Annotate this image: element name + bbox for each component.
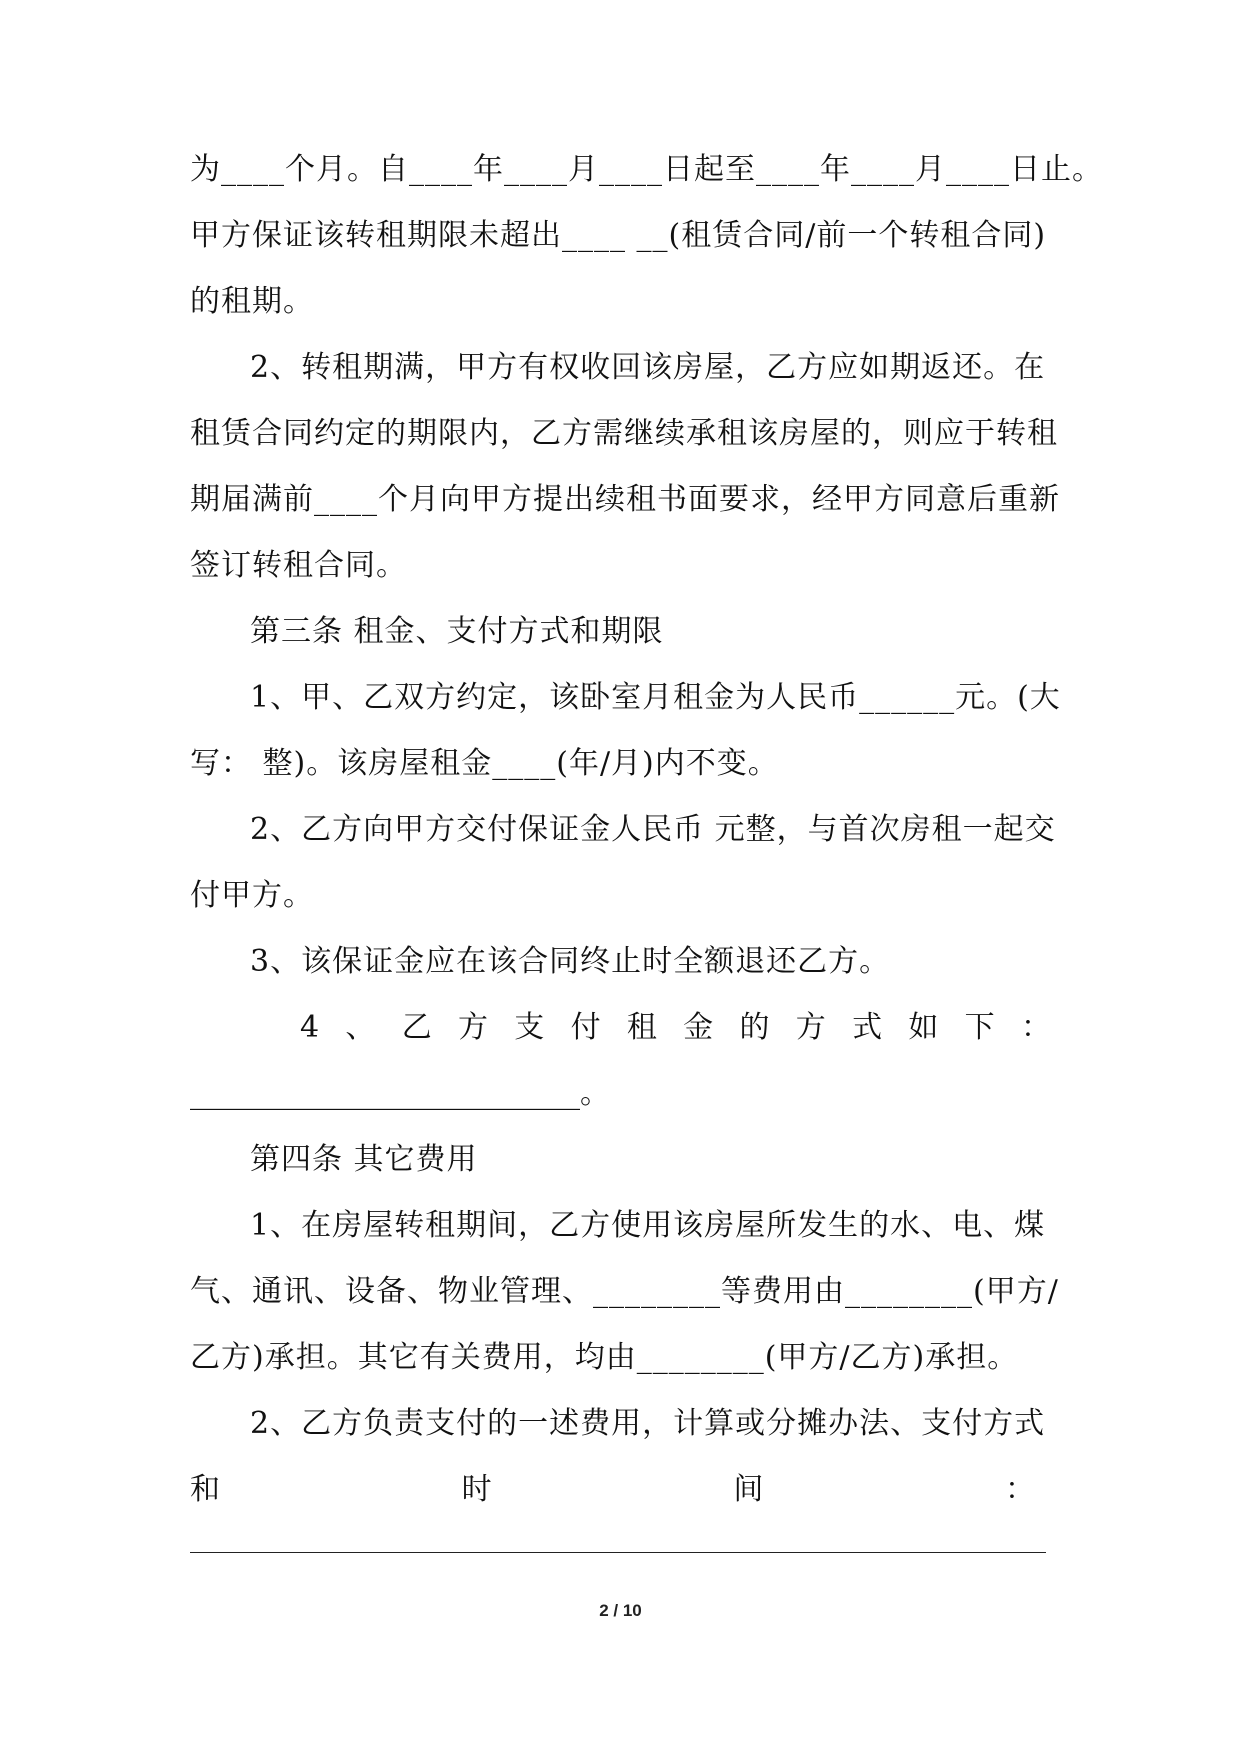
char: 方 [795, 1010, 827, 1045]
char: 如 [908, 1010, 940, 1045]
char: 方 [457, 1010, 489, 1045]
article-3-item-1-a: 1、甲、乙双方约定，该卧室月租金为人民币______元。(大 [250, 680, 1061, 715]
clause-2-2: 租赁合同约定的期限内，乙方需继续承租该房屋的，则应于转租 [190, 416, 1058, 451]
char: 间 [733, 1472, 765, 1507]
char: 、 [345, 1010, 377, 1045]
article-3-item-2-b: 付甲方。 [190, 878, 314, 913]
char: 金 [683, 1010, 715, 1045]
char: 的 [739, 1010, 771, 1045]
clause-2-4: 签订转租合同。 [190, 548, 407, 583]
article-4-item-2-a: 2、乙方负责支付的一述费用，计算或分摊办法、支付方式 [250, 1406, 1046, 1441]
char: 和 [190, 1472, 221, 1507]
char: 4 [300, 1010, 321, 1045]
char: 乙 [401, 1010, 433, 1045]
clause-2-1: 2、转租期满，甲方有权收回该房屋，乙方应如期返还。在 [250, 350, 1046, 385]
char: 时 [461, 1472, 493, 1507]
char: ： [1004, 1472, 1036, 1507]
article-3-item-1-b: 写： 整)。该房屋租金____(年/月)内不变。 [190, 746, 779, 781]
page-number: 2 / 10 [599, 1601, 642, 1620]
text-line-guarantee: 甲方保证该转租期限未超出____ __(租赁合同/前一个转租合同) [190, 218, 1047, 253]
clause-2-3: 期届满前____个月向甲方提出续租书面要求，经甲方同意后重新 [190, 482, 1060, 517]
article-4-item-1-a: 1、在房屋转租期间，乙方使用该房屋所发生的水、电、煤 [250, 1208, 1046, 1243]
char: 式 [852, 1010, 884, 1045]
text-line-period: 为____个月。自____年____月____日起至____年____月____日止。 [190, 152, 1103, 187]
article-3-heading: 第三条 租金、支付方式和期限 [250, 614, 664, 649]
article-3-item-4-b: __________________________。 [190, 1076, 610, 1111]
char: 租 [626, 1010, 658, 1045]
fill-in-blank-line [190, 1552, 1046, 1553]
article-4-item-1-c: 乙方)承担。其它有关费用，均由________(甲方/乙方)承担。 [190, 1340, 1019, 1375]
article-3-item-3: 3、该保证金应在该合同终止时全额退还乙方。 [250, 944, 891, 979]
char: 支 [514, 1010, 546, 1045]
article-3-item-2-a: 2、乙方向甲方交付保证金人民币 元整，与首次房租一起交 [250, 812, 1056, 847]
article-4-item-2-b [190, 1470, 1036, 1510]
char: ： [1020, 1010, 1052, 1045]
text-line-lease-term: 的租期。 [190, 284, 314, 319]
article-3-item-4-a [300, 1008, 1052, 1048]
char: 下 [964, 1010, 996, 1045]
char: 付 [570, 1010, 602, 1045]
article-4-heading: 第四条 其它费用 [250, 1142, 478, 1177]
article-4-item-1-b: 气、通讯、设备、物业管理、________等费用由________(甲方/ [190, 1274, 1059, 1309]
